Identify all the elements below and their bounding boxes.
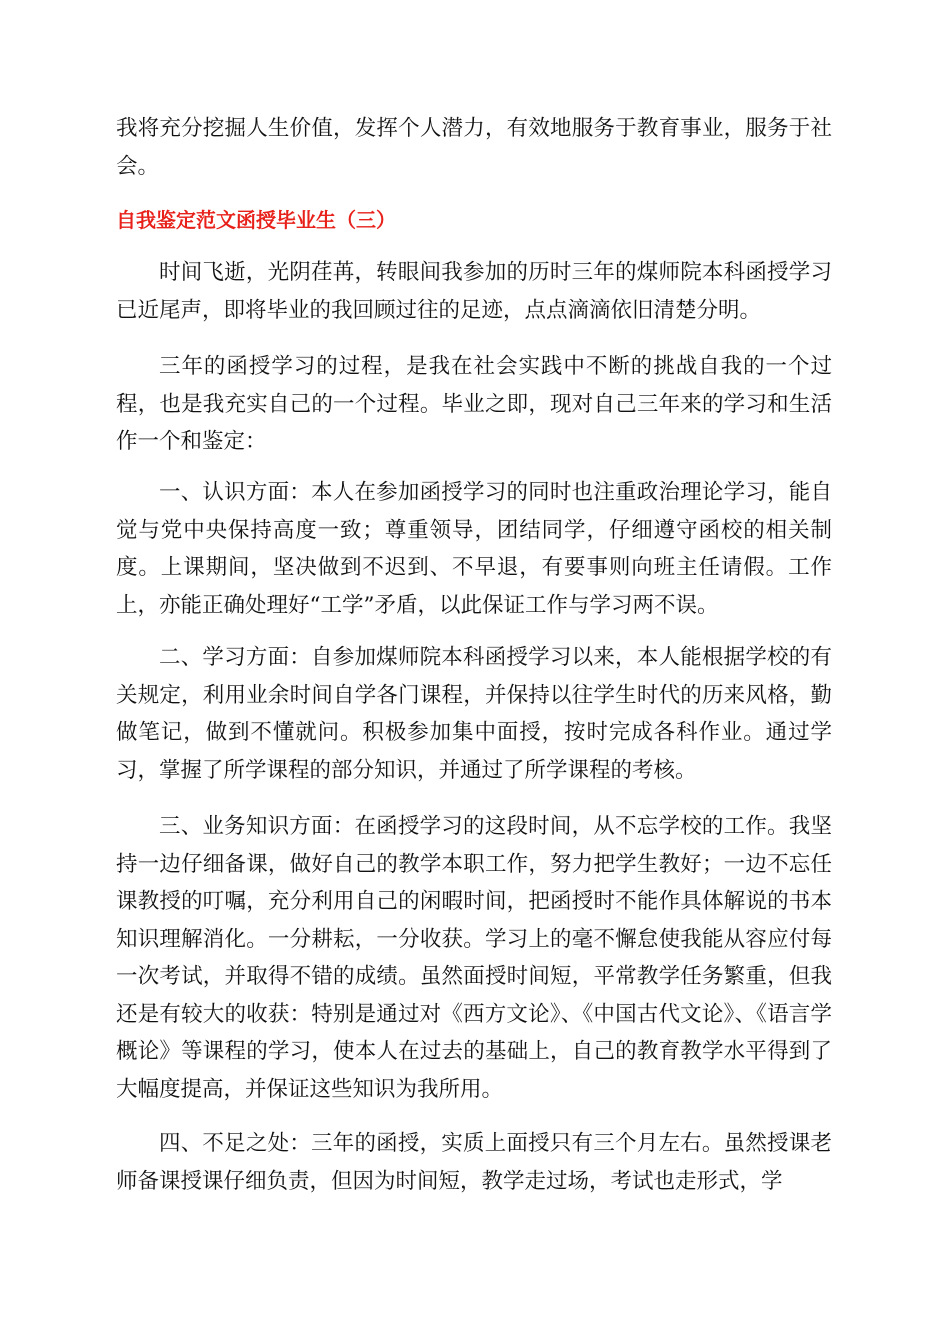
paragraph-shortcomings: 四、不足之处：三年的函授，实质上面授只有三个月左右。虽然授课老师备课授课仔细负责，但因为时间短，教学走过场，考试也走形式，学 <box>116 1131 832 1194</box>
paragraph-professional: 三、业务知识方面：在函授学习的这段时间，从不忘学校的工作。我坚持一边仔细备课，做好自己的教学本职工作，努力把学生教好；一边不忘任课教授的叮嘱，充分利用自己的闲暇时间，把函授时不能作具体解说的书本知识理解消化。一分耕耘，一分收获。学习上的毫不懈怠使我能从容应付每一次考试，并取得不错的成绩。虽然面授时间短，平常教学任务繁重，但我还是有较大的收获：特别是通过对《西方文论》、《中国古代文论》、《语言学概论》等课程的学习，使本人在过去的基础上，自己的教育教学水平得到了大幅度提高，并保证这些知识为我所用。 <box>116 814 832 1102</box>
paragraph-overview: 三年的函授学习的过程，是我在社会实践中不断的挑战自我的一个过程，也是我充实自己的一个过程。毕业之即，现对自己三年来的学习和生活作一个和鉴定： <box>116 354 832 454</box>
section-heading: 自我鉴定范文函授毕业生（三） <box>116 208 396 232</box>
paragraph-intro: 时间飞逝，光阴荏苒，转眼间我参加的历时三年的煤师院本科函授学习已近尾声，即将毕业的我回顾过往的足迹，点点滴滴依旧清楚分明。 <box>116 260 832 323</box>
paragraph-study: 二、学习方面：自参加煤师院本科函授学习以来，本人能根据学校的有关规定，利用业余时间自学各门课程，并保持以往学生时代的历来风格，勤做笔记，做到不懂就问。积极参加集中面授，按时完成各科作业。通过学习，掌握了所学课程的部分知识，并通过了所学课程的考核。 <box>116 645 832 783</box>
continuation-paragraph: 我将充分挖掘人生价值，发挥个人潜力，有效地服务于教育事业，服务于社会。 <box>116 116 832 179</box>
paragraph-awareness: 一、认识方面：本人在参加函授学习的同时也注重政治理论学习，能自觉与党中央保持高度一致；尊重领导，团结同学，仔细遵守函校的相关制度。上课期间，坚决做到不迟到、不早退，有要事则向班主任请假。工作上，亦能正确处理好“工学”矛盾，以此保证工作与学习两不误。 <box>116 480 832 618</box>
